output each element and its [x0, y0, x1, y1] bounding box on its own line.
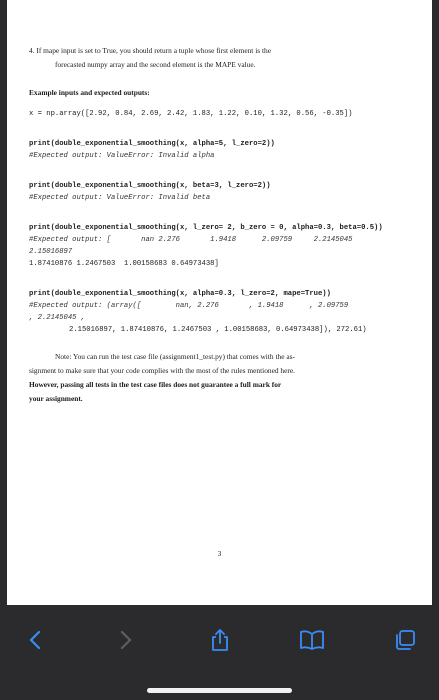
document-page [7, 0, 432, 605]
bookmarks-icon[interactable] [297, 625, 327, 655]
example4-line3: 2.15016897, 1.87410876, 1.2467503 , 1.00158683, 0.64973438]), 272.61) [69, 326, 367, 334]
tabs-icon[interactable] [390, 625, 420, 655]
note-line2: signment to make sure that your code complies with the most of the rules mentioned here. [29, 366, 295, 375]
example3-call: print(double_exponential_smoothing(x, l_zero= 2, b_zero = 0, alpha=0.3, beta=0.5)) [29, 224, 383, 232]
forward-chevron-icon [111, 625, 141, 655]
note-line4: your assignment. [29, 394, 83, 403]
x-array-code: x = np.array([2.92, 0.84, 2.69, 2.42, 1.83, 1.22, 0.10, 1.32, 0.56, -0.35]) [29, 110, 353, 118]
item4-line1: 4. If mape input is set to True, you should return a tuple whose first element is the [29, 46, 272, 55]
example3-line2: 2.15016897 [29, 248, 73, 256]
example3-expected: #Expected output: [ nan 2.276 1.9418 2.09759 2.2145045 [29, 236, 353, 244]
example1-call: print(double_exponential_smoothing(x, alpha=5, l_zero=2)) [29, 140, 275, 148]
back-chevron-icon[interactable] [20, 625, 50, 655]
example3-line3: 1.87410876 1.2467503 1.00158683 0.64973438] [29, 260, 219, 268]
note-line1: Note: You can run the test case file (assignment1_test.py) that comes with the as- [55, 352, 295, 361]
browser-toolbar [0, 605, 439, 700]
item4-line2: forecasted numpy array and the second element is the MAPE value. [55, 60, 256, 69]
home-indicator[interactable] [147, 688, 292, 693]
example-heading: Example inputs and expected outputs: [29, 88, 150, 97]
example2-expected: #Expected output: ValueError: Invalid beta [29, 194, 211, 202]
share-icon[interactable] [205, 625, 235, 655]
example1-expected: #Expected output: ValueError: Invalid alpha [29, 152, 215, 160]
example4-line2: , 2.2145045 , [29, 314, 86, 322]
example4-call: print(double_exponential_smoothing(x, alpha=0.3, l_zero=2, mape=True)) [29, 290, 331, 298]
example4-expected: #Expected output: (array([ nan, 2.276 , 1.9418 , 2.09759 [29, 302, 349, 310]
note-line3: However, passing all tests in the test case files does not guarantee a full mark for [29, 380, 282, 389]
example2-call: print(double_exponential_smoothing(x, beta=3, l_zero=2)) [29, 182, 271, 190]
page-number: 3 [217, 549, 222, 558]
